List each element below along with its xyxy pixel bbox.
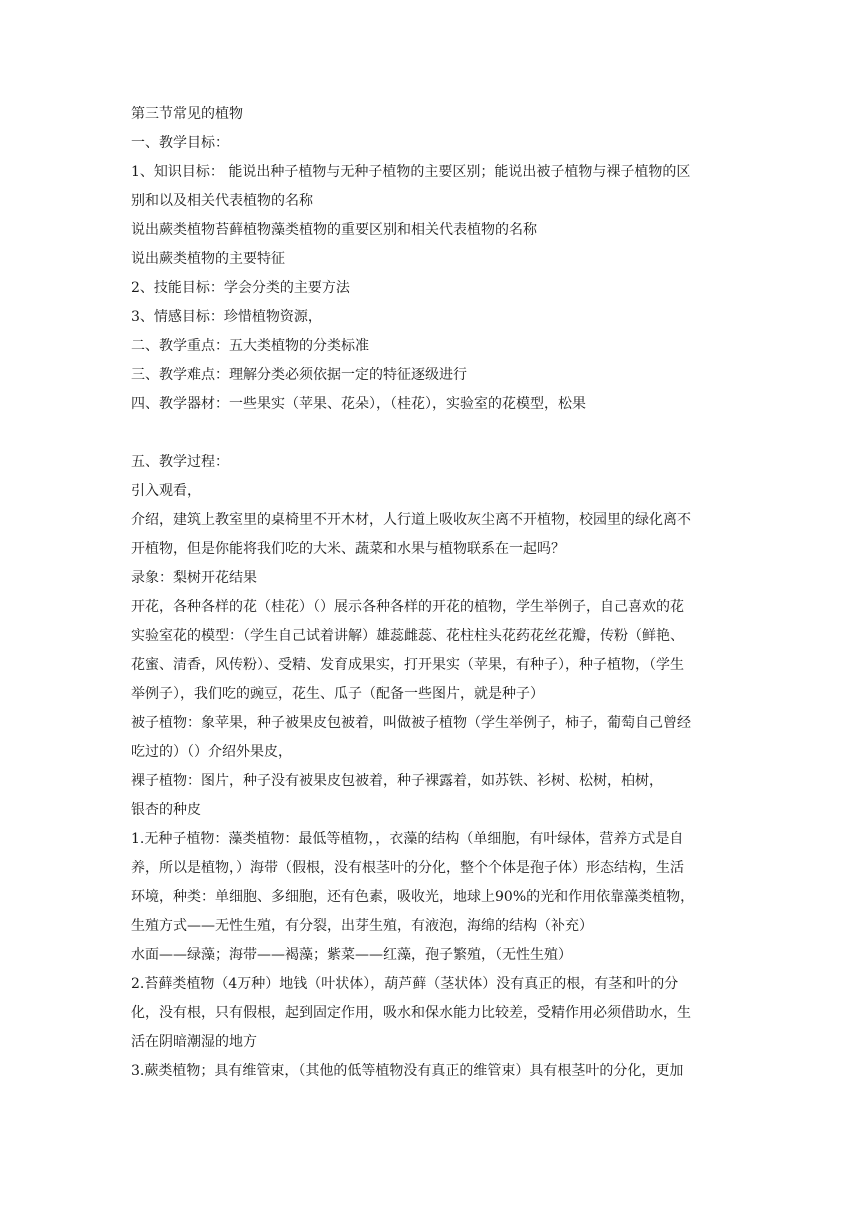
- text-line: 3、情感目标：珍惜植物资源，: [131, 309, 322, 325]
- text-line: 2、技能目标：学会分类的主要方法: [131, 280, 350, 296]
- document-body: [131, 100, 745, 1086]
- text-line: 说出蕨类植物的主要特征: [131, 251, 285, 267]
- text-line: 实验室花的模型：（学生自己试着讲解）雄蕊雌蕊、花柱柱头花药花丝花瓣，传粉（鲜艳、: [131, 628, 684, 644]
- section-heading: 五、教学过程：: [131, 454, 229, 470]
- document-title: 第三节常见的植物: [131, 106, 243, 122]
- blank-line: [131, 419, 745, 448]
- text-line: 2.苔藓类植物（4万种）地钱（叶状体），葫芦藓（茎状体）没有真正的根，有茎和叶的分: [131, 976, 679, 992]
- section-heading: 二、教学重点：五大类植物的分类标准: [131, 338, 369, 354]
- text-line: 养，所以是植物，）海带（假根，没有根茎叶的分化，整个个体是孢子体）形态结构，生活: [131, 860, 684, 876]
- text-line: 开花，各种各样的花（桂花）（）展示各种各样的开花的植物，学生举例子，自己喜欢的花: [131, 599, 684, 615]
- text-line: 引入观看，: [131, 483, 201, 499]
- text-line: 化，没有根，只有假根，起到固定作用，吸水和保水能力比较差，受精作用必须借助水，生: [131, 1005, 691, 1021]
- text-line: 被子植物：象苹果，种子被果皮包被着，叫做被子植物（学生举例子，柿子，葡萄自己曾经: [131, 715, 691, 731]
- section-heading: 三、教学难点：理解分类必须依据一定的特征逐级进行: [131, 367, 467, 383]
- text-line: 裸子植物：图片，种子没有被果皮包被着，种子裸露着，如苏铁、衫树、松树，柏树，: [131, 773, 663, 789]
- text-line: 环境，种类：单细胞、多细胞，还有色素，吸收光，地球上90%的光和作用依靠藻类植物，: [131, 889, 695, 905]
- text-line: 介绍，建筑上教室里的桌椅里不开木材，人行道上吸收灰尘离不开植物，校园里的绿化离不: [131, 512, 691, 528]
- section-heading: 一、教学目标：: [131, 135, 229, 151]
- text-line: 说出蕨类植物苔藓植物藻类植物的重要区别和相关代表植物的名称: [131, 222, 537, 238]
- text-line: 吃过的）（）介绍外果皮，: [131, 744, 292, 760]
- text-line: 银杏的种皮: [131, 802, 201, 818]
- text-line: 开植物，但是你能将我们吃的大米、蔬菜和水果与植物联系在一起吗？: [131, 541, 565, 557]
- text-line: 举例子），我们吃的豌豆，花生、瓜子（配备一些图片，就是种子）: [131, 686, 544, 702]
- text-line: 1.无种子植物：藻类植物：最低等植物，，衣藻的结构（单细胞，有叶绿体，营养方式是自: [131, 831, 684, 847]
- text-line: 录象：梨树开花结果: [131, 570, 257, 586]
- text-line: 生殖方式——无性生殖，有分裂，出芽生殖，有液泡，海绵的结构（补充）: [131, 918, 593, 934]
- text-line: 1、知识目标： 能说出种子植物与无种子植物的主要区别；能说出被子植物与裸子植物的区: [131, 164, 691, 180]
- section-heading: 四、教学器材：一些果实（苹果、花朵），（桂花），实验室的花模型，松果: [131, 396, 586, 412]
- text-line: 活在阴暗潮湿的地方: [131, 1034, 257, 1050]
- text-line: 别和以及相关代表植物的名称: [131, 193, 313, 209]
- text-line: 花蜜、清香，风传粉）、受精、发育成果实，打开果实（苹果，有种子），种子植物，（学生: [131, 657, 684, 673]
- text-line: 水面——绿藻；海带——褐藻；紫菜——红藻，孢子繁殖，（无性生殖）: [131, 947, 572, 963]
- text-line: 3.蕨类植物；具有维管束，（其他的低等植物没有真正的维管束）具有根茎叶的分化，更加: [131, 1063, 684, 1079]
